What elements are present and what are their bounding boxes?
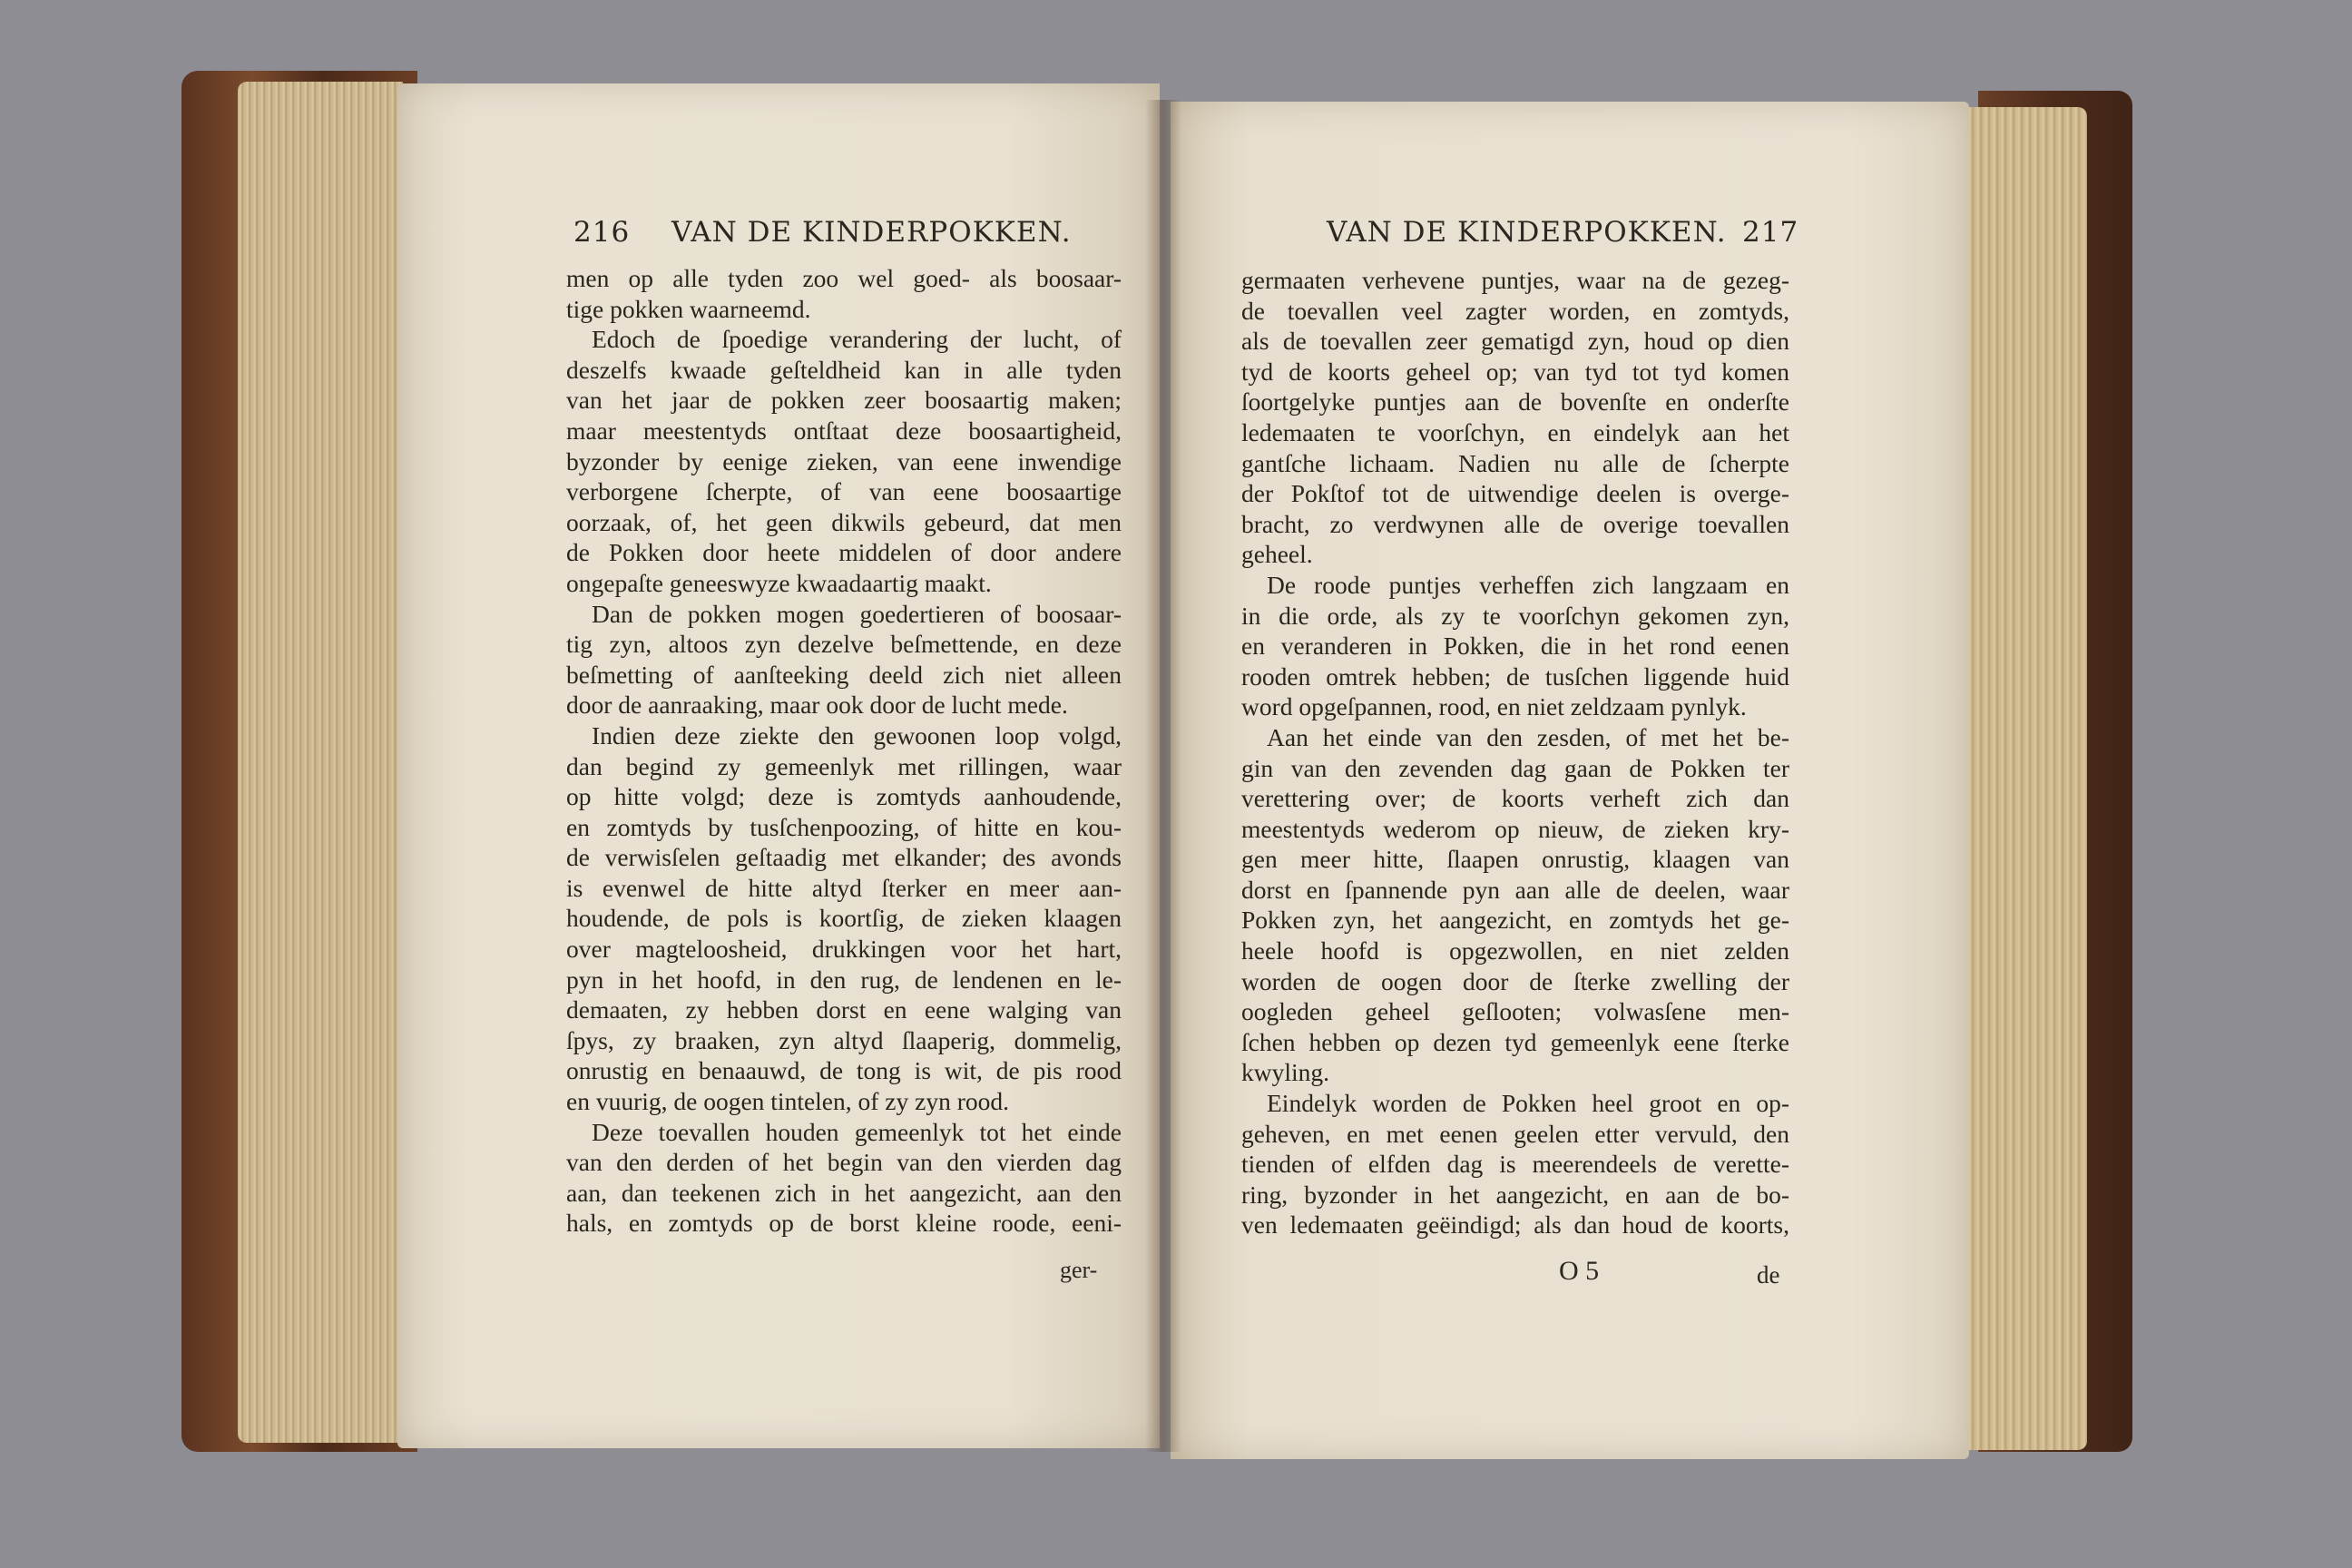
text-line: ſoortgelyke puntjes aan de bovenſte en onderſte [1241,387,1789,416]
text-line: kwyling. [1241,1058,1330,1087]
text-line: meestentyds wederom op nieuw, de zieken kry- [1241,814,1789,843]
text-line: aan, dan teekenen zich in het aangezicht, aan den [566,1178,1122,1207]
text-line: Eindelyk worden de Pokken heel groot en op- [1267,1089,1789,1118]
left-page-text [566,263,1122,1239]
text-line: de toevallen veel zagter worden, en zomtyds, [1241,296,1789,325]
page-edges-right [1951,107,2087,1450]
text-line: houdende, de pols is koortſig, de zieken klaagen [566,904,1122,933]
left-catchword: ger- [1060,1257,1098,1283]
text-line: demaaten, zy hebben dorst en eene walging van [566,995,1122,1024]
text-line: gen meer hitte, ſlaapen onrustig, klaagen van [1241,845,1789,874]
text-line: men op alle tyden zoo wel goed- als boosaar- [566,264,1122,292]
text-line: ring, byzonder in het aangezicht, en aan de bo- [1241,1180,1789,1209]
text-line: de verwisſelen geſtaadig met elkander; des avonds [566,843,1122,872]
text-line: verettering over; de koorts verheft zich dan [1241,784,1789,813]
left-running-title: VAN DE KINDERPOKKEN. [671,216,1072,249]
text-line: der Pokſtof tot de uitwendige deelen is overge- [1241,479,1789,508]
text-line: ſpys, zy braaken, zyn altyd ſlaaperig, dommelig, [566,1025,1122,1054]
text-line: dorst en ſpannende pyn aan alle de deelen, waar [1241,875,1789,904]
text-line: Dan de pokken mogen goedertieren of boosaar- [592,599,1122,628]
right-page-number: 217 [1742,216,1799,249]
text-line: en vuurig, de oogen tintelen, of zy zyn rood. [566,1087,1009,1116]
text-line: tienden of elfden dag is meerendeels de verette- [1241,1150,1789,1179]
right-running-title: VAN DE KINDERPOKKEN. [1327,216,1727,249]
text-line: ven ledemaaten geëindigd; als dan houd de koorts, [1241,1210,1789,1240]
text-line: gin van den zevenden dag gaan de Pokken ter [1241,753,1789,782]
text-line: maar meestentyds ontſtaat deze boosaartigheid, [566,416,1122,445]
text-line: als de toevallen zeer gematigd zyn, houd op dien [1241,327,1789,356]
text-line: door de aanraaking, maar ook door de lucht mede. [566,691,1068,720]
text-line: Pokken zyn, het aangezicht, en zomtyds het ge- [1241,906,1789,935]
text-line: Deze toevallen houden gemeenlyk tot het einde [592,1117,1122,1146]
page-edges-left [238,82,403,1443]
text-line: tig zyn, altoos zyn dezelve beſmettende, en deze [566,630,1122,659]
text-line: Indien deze ziekte den gewoonen loop volgd, [592,720,1122,750]
text-line: byzonder by eenige zieken, van eene inwendige [566,446,1122,475]
book-gutter [1145,100,1181,1452]
text-line: de Pokken door heete middelen of door andere [566,538,1122,567]
text-line: De roode puntjes verheffen zich langzaam en [1267,570,1789,599]
text-line: ſchen hebben op dezen tyd gemeenlyk eene ſterke [1241,1027,1789,1056]
text-line: dan begind zy gemeenlyk met rillingen, waar [566,751,1122,780]
text-line: word opgeſpannen, rood, en niet zeldzaam pynlyk. [1241,692,1747,721]
text-line: is evenwel de hitte altyd ſterker en meer aan- [566,873,1122,902]
right-catchword: de [1757,1261,1780,1289]
text-line: geheven, en met eenen geelen etter vervuld, den [1241,1119,1789,1148]
text-line: rooden omtrek hebben; de tusſchen liggende huid [1241,662,1789,691]
text-line: gantſche lichaam. Nadien nu alle de ſcherpte [1241,448,1789,477]
text-line: worden de oogen door de ſterke zwelling der [1241,966,1789,995]
text-line: bracht, zo verdwynen alle de overige toevallen [1241,509,1789,538]
text-line: germaaten verhevene puntjes, waar na de gezeg- [1241,266,1789,294]
text-line: verborgene ſcherpte, of van eene boosaartige [566,477,1122,506]
text-line: geheel. [1241,540,1313,569]
text-line: en zomtyds by tusſchenpoozing, of hitte en kou- [566,812,1122,841]
text-line: Edoch de ſpoedige verandering der lucht, of [592,325,1122,354]
text-line: pyn in het hoofd, in den rug, de lendenen en le- [566,965,1122,994]
right-signature: O 5 [1559,1256,1600,1286]
text-line: in die orde, als zy te voorſchyn gekomen zyn, [1241,601,1789,630]
text-line: heele hoofd is opgezwollen, en niet zelden [1241,936,1789,965]
text-line: deszelfs kwaade geſteldheid kan in alle tyden [566,355,1122,384]
right-page-text [1241,265,1789,1240]
text-line: hals, en zomtyds op de borst kleine roode, eeni- [566,1209,1122,1238]
text-line: tige pokken waarneemd. [566,294,811,323]
text-line: op hitte volgd; deze is zomtyds aanhoudende, [566,782,1122,811]
text-line: en veranderen in Pokken, die in het rond eenen [1241,632,1789,661]
left-page-number: 216 [573,216,631,249]
text-line: beſmetting of aanſteeking deeld zich niet alleen [566,660,1122,689]
text-line: Aan het einde van den zesden, of met het be- [1267,722,1789,751]
text-line: ongepaſte geneeswyze kwaadaartig maakt. [566,568,992,597]
text-line: onrustig en benaauwd, de tong is wit, de pis rood [566,1056,1122,1085]
text-line: over magteloosheid, drukkingen voor het hart, [566,935,1122,964]
text-line: van den derden of het begin van den vierden dag [566,1148,1122,1177]
text-line: oorzaak, of, het geen dikwils gebeurd, dat men [566,507,1122,536]
text-line: oogleden geheel geſlooten; volwasſene men- [1241,997,1789,1026]
text-line: tyd de koorts geheel op; van tyd tot tyd komen [1241,357,1789,386]
text-line: ledemaaten te voorſchyn, en eindelyk aan het [1241,417,1789,446]
text-line: van het jaar de pokken zeer boosaartig maken; [566,386,1122,415]
